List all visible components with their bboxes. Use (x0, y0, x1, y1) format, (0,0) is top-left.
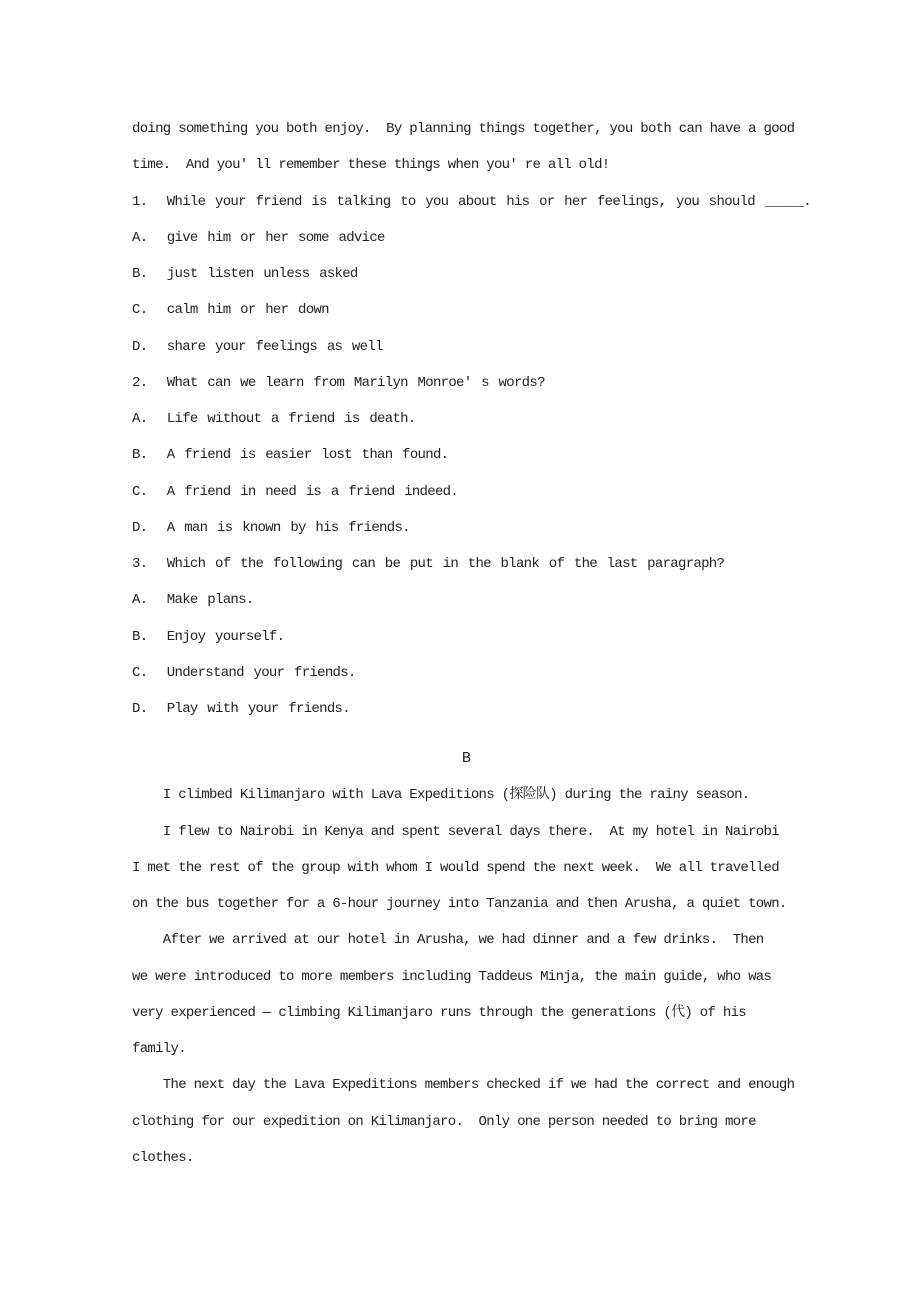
passage-b-line: very experienced — climbing Kilimanjaro runs through the generations (代) of his (132, 1004, 747, 1021)
question-3-prompt: 3. Which of the following can be put in the blank of the last paragraph? (132, 556, 725, 572)
text-column (132, 111, 811, 1176)
passage-b-line: I flew to Nairobi in Kenya and spent several days there. At my hotel in Nairobi (132, 823, 779, 840)
passage-b-line: clothes. (132, 1149, 194, 1166)
question-3-option-d: D. Play with your friends. (132, 701, 350, 717)
question-1-prompt: 1. While your friend is talking to you about his or her feelings, you should _____. (132, 193, 811, 210)
question-1-option-c: C. calm him or her down (132, 302, 329, 319)
passage-b-line: we were introduced to more members including Taddeus Minja, the main guide, who was (132, 968, 772, 985)
question-2-prompt: 2. What can we learn from Marilyn Monroe' s words? (132, 374, 545, 391)
passage-b-line: After we arrived at our hotel in Arusha, we had dinner and a few drinks. Then (132, 932, 764, 949)
question-2-option-c: C. A friend in need is a friend indeed. (132, 483, 459, 500)
question-3-option-a: A. Make plans. (132, 592, 254, 609)
passage-b-line: I met the rest of the group with whom I would spend the next week. We all travelled (132, 859, 779, 876)
question-2-option-d: D. A man is known by his friends. (132, 519, 410, 536)
question-1-option-d: D. share your feelings as well (132, 338, 383, 355)
question-3-option-b: B. Enjoy yourself. (132, 628, 285, 645)
passage-b-line: I climbed Kilimanjaro with Lava Expeditions (探险队) during the rainy season. (132, 787, 750, 804)
passage-b-line: family. (132, 1041, 186, 1057)
passage-b-line: clothing for our expedition on Kilimanjaro. Only one person needed to bring more (132, 1113, 756, 1130)
intro-paragraph-line: time. And you' ll remember these things when you' re all old! (132, 157, 610, 174)
passage-b-line: The next day the Lava Expeditions members checked if we had the correct and enough (132, 1077, 795, 1094)
section-b-heading: B (461, 750, 471, 768)
question-1-option-b: B. just listen unless asked (132, 266, 358, 282)
question-2-option-a: A. Life without a friend is death. (132, 411, 416, 427)
question-2-option-b: B. A friend is easier lost than found. (132, 447, 449, 464)
passage-b-line: on the bus together for a 6-hour journey into Tanzania and then Arusha, a quiet town. (132, 896, 787, 912)
question-3-option-c: C. Understand your friends. (132, 664, 356, 681)
intro-paragraph-line: doing something you both enjoy. By planning things together, you both can have a good (132, 121, 795, 137)
question-1-option-a: A. give him or her some advice (132, 229, 385, 246)
